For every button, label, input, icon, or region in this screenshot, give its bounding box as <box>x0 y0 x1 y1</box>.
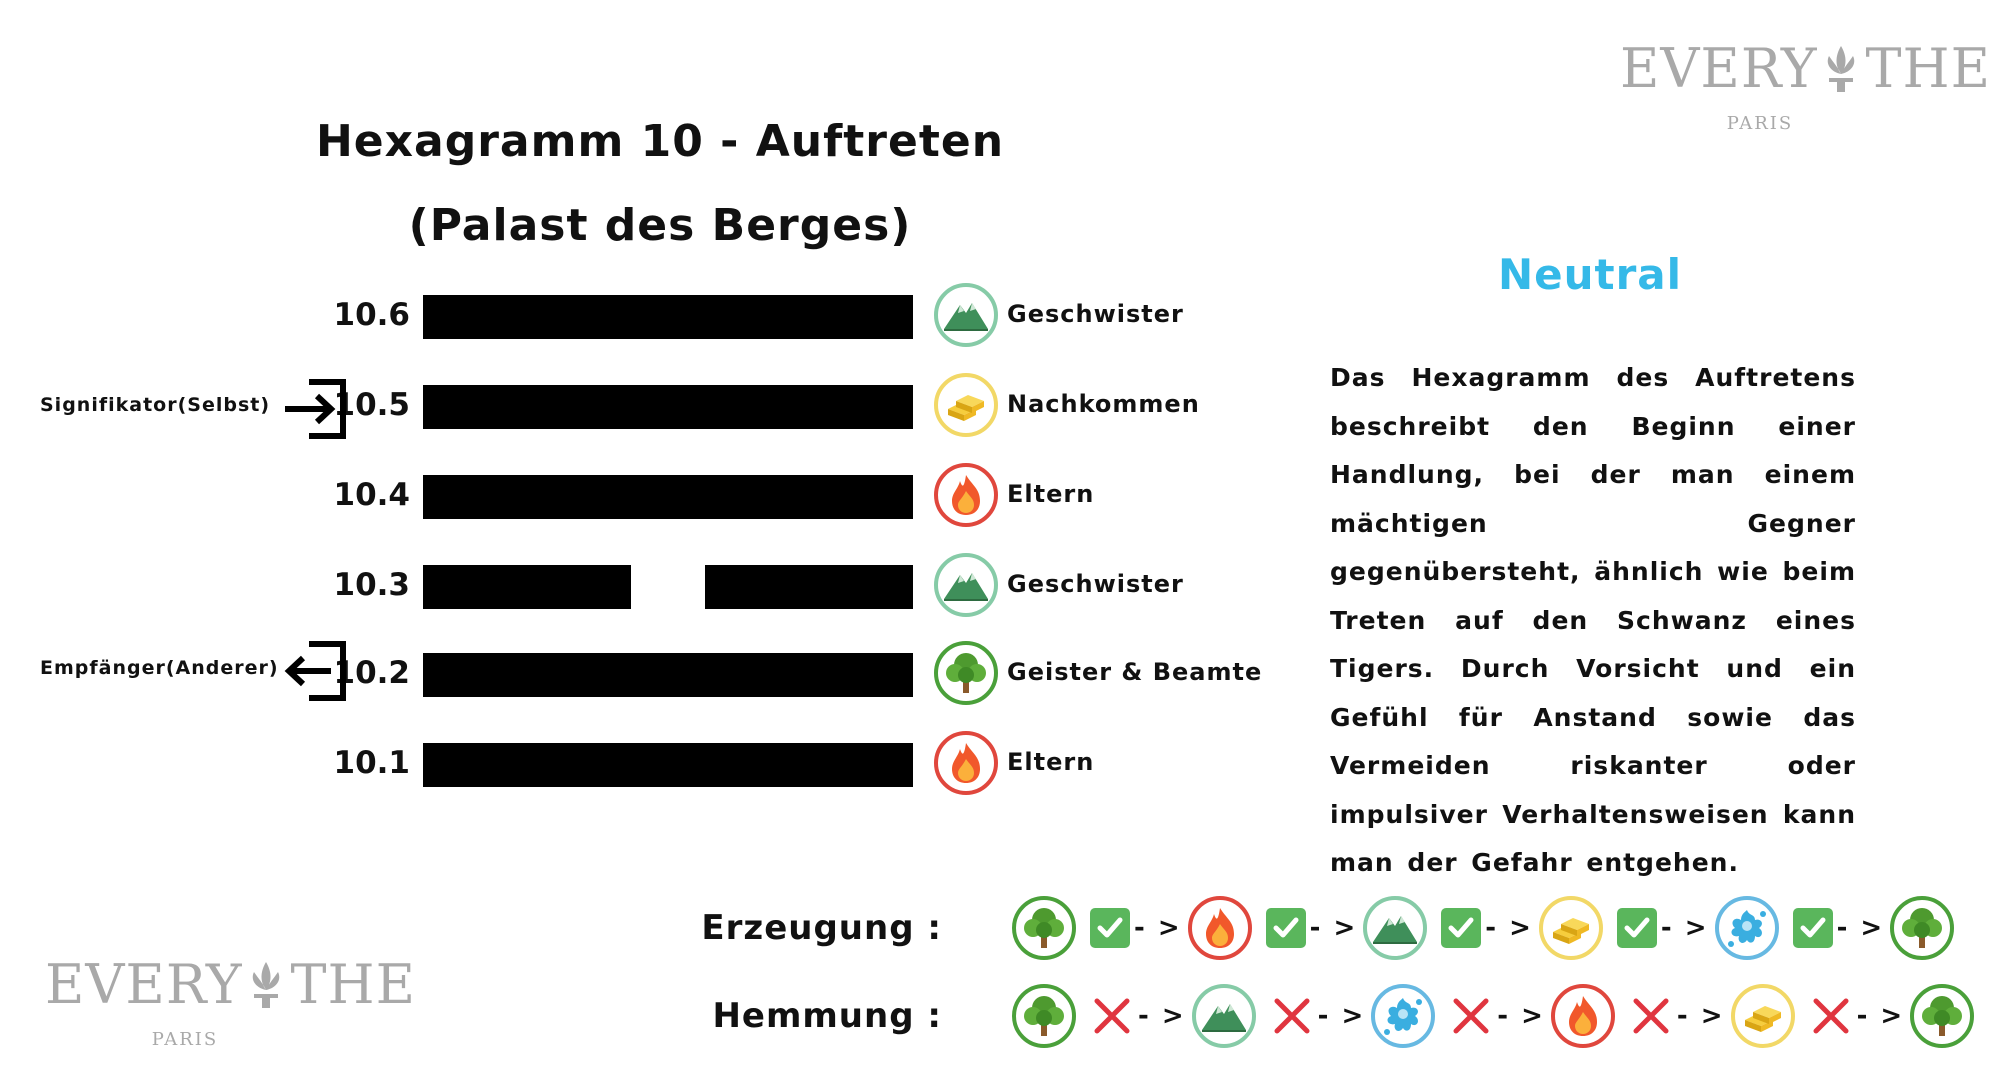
fleur-de-lis-icon <box>246 960 286 1019</box>
cross-icon <box>1809 994 1853 1038</box>
yang-line <box>423 295 913 339</box>
check-icon <box>1793 908 1833 948</box>
description-text: Das Hexagramm des Auftretens beschreibt den Beginn einer Handlung, bei der man einem mächtigen Gegner gegenübersteht, ähnlich wie beim Treten auf den Schwanz eines Tigers. Durch Vorsicht und ein Gefühl für Anstand sowie das Vermeiden riskanter oder impulsiver Verhaltensweisen kann man der Gefahr entgehen. <box>1330 363 1856 877</box>
brand-logo-top <box>1620 37 1991 134</box>
fire-icon <box>934 463 998 527</box>
generation-cycle <box>1012 896 1968 960</box>
line-label: 10.6 <box>333 297 410 333</box>
gold-bars-icon <box>1731 984 1795 1048</box>
cross-icon <box>1090 994 1134 1038</box>
gold-bars-icon <box>1539 896 1603 960</box>
tree-icon <box>1890 896 1954 960</box>
line-label: 10.4 <box>333 477 410 513</box>
line-label: 10.3 <box>333 567 410 603</box>
logo-subtitle: PARIS <box>151 1028 219 1050</box>
cycle-arrow: - > <box>1497 1001 1545 1031</box>
tree-icon <box>1012 896 1076 960</box>
line-relation: Eltern <box>1007 748 1095 776</box>
yang-line <box>423 743 913 787</box>
line-label: 10.1 <box>333 745 410 781</box>
enter-arrow-icon <box>283 378 353 444</box>
check-icon <box>1090 908 1130 948</box>
cycle-arrow: - > <box>1317 1001 1366 1031</box>
cross-icon <box>1270 994 1314 1038</box>
line-relation: Geschwister <box>1007 300 1184 328</box>
logo-subtitle: PARIS <box>1726 112 1794 134</box>
line-relation: Eltern <box>1007 480 1095 508</box>
mountain-icon <box>934 283 998 347</box>
exit-arrow-icon <box>283 640 353 706</box>
tree-icon <box>1910 984 1974 1048</box>
inhibition-cycle <box>1012 984 1988 1048</box>
yin-line-left <box>423 565 631 609</box>
fire-icon <box>1188 896 1252 960</box>
mountain-icon <box>1363 896 1427 960</box>
cycle-arrow: - > <box>1134 913 1182 943</box>
fleur-de-lis-icon <box>1821 44 1861 103</box>
page-title: Hexagramm 10 - Auftreten <box>315 116 1005 167</box>
mountain-icon <box>1192 984 1256 1048</box>
logo-word-left: EVERY <box>45 953 243 1016</box>
cycle-arrow: - > <box>1660 913 1709 943</box>
line-label: 10.5 <box>333 387 410 423</box>
inhibition-label: Hemmung : <box>712 996 942 1036</box>
verdict-label: Neutral <box>1497 250 1683 299</box>
yang-line <box>423 475 913 519</box>
line-relation: Geister & Beamte <box>1007 658 1263 686</box>
check-icon <box>1441 908 1481 948</box>
fire-icon <box>1551 984 1615 1048</box>
cycle-arrow: - > <box>1676 1001 1725 1031</box>
yang-line <box>423 385 913 429</box>
mountain-icon <box>934 553 998 617</box>
cycle-arrow: - > <box>1138 1001 1186 1031</box>
self-marker-label: Signifikator(Selbst) <box>40 394 271 416</box>
tree-icon <box>1012 984 1076 1048</box>
line-relation: Nachkommen <box>1007 390 1200 418</box>
logo-word-left: EVERY <box>1620 37 1818 100</box>
line-label: 10.2 <box>333 655 410 691</box>
cross-icon <box>1629 994 1673 1038</box>
cycle-arrow: - > <box>1309 913 1358 943</box>
logo-word-right: THE <box>290 953 417 1016</box>
tree-icon <box>934 641 998 705</box>
generation-label: Erzeugung : <box>701 908 942 948</box>
cycle-arrow: - > <box>1856 1001 1905 1031</box>
check-icon <box>1617 908 1657 948</box>
check-icon <box>1266 908 1306 948</box>
brand-logo-bottom <box>45 953 417 1050</box>
page-subtitle: (Palast des Berges) <box>408 200 912 251</box>
yang-line <box>423 653 913 697</box>
line-relation: Geschwister <box>1007 570 1184 598</box>
cycle-arrow: - > <box>1485 913 1533 943</box>
water-splash-icon <box>1715 896 1779 960</box>
gold-bars-icon <box>934 373 998 437</box>
yin-line-right <box>705 565 913 609</box>
other-marker-label: Empfänger(Anderer) <box>40 657 279 679</box>
logo-word-right: THE <box>1865 37 1991 100</box>
cross-icon <box>1449 994 1493 1038</box>
fire-icon <box>934 731 998 795</box>
water-splash-icon <box>1371 984 1435 1048</box>
cycle-arrow: - > <box>1836 913 1885 943</box>
